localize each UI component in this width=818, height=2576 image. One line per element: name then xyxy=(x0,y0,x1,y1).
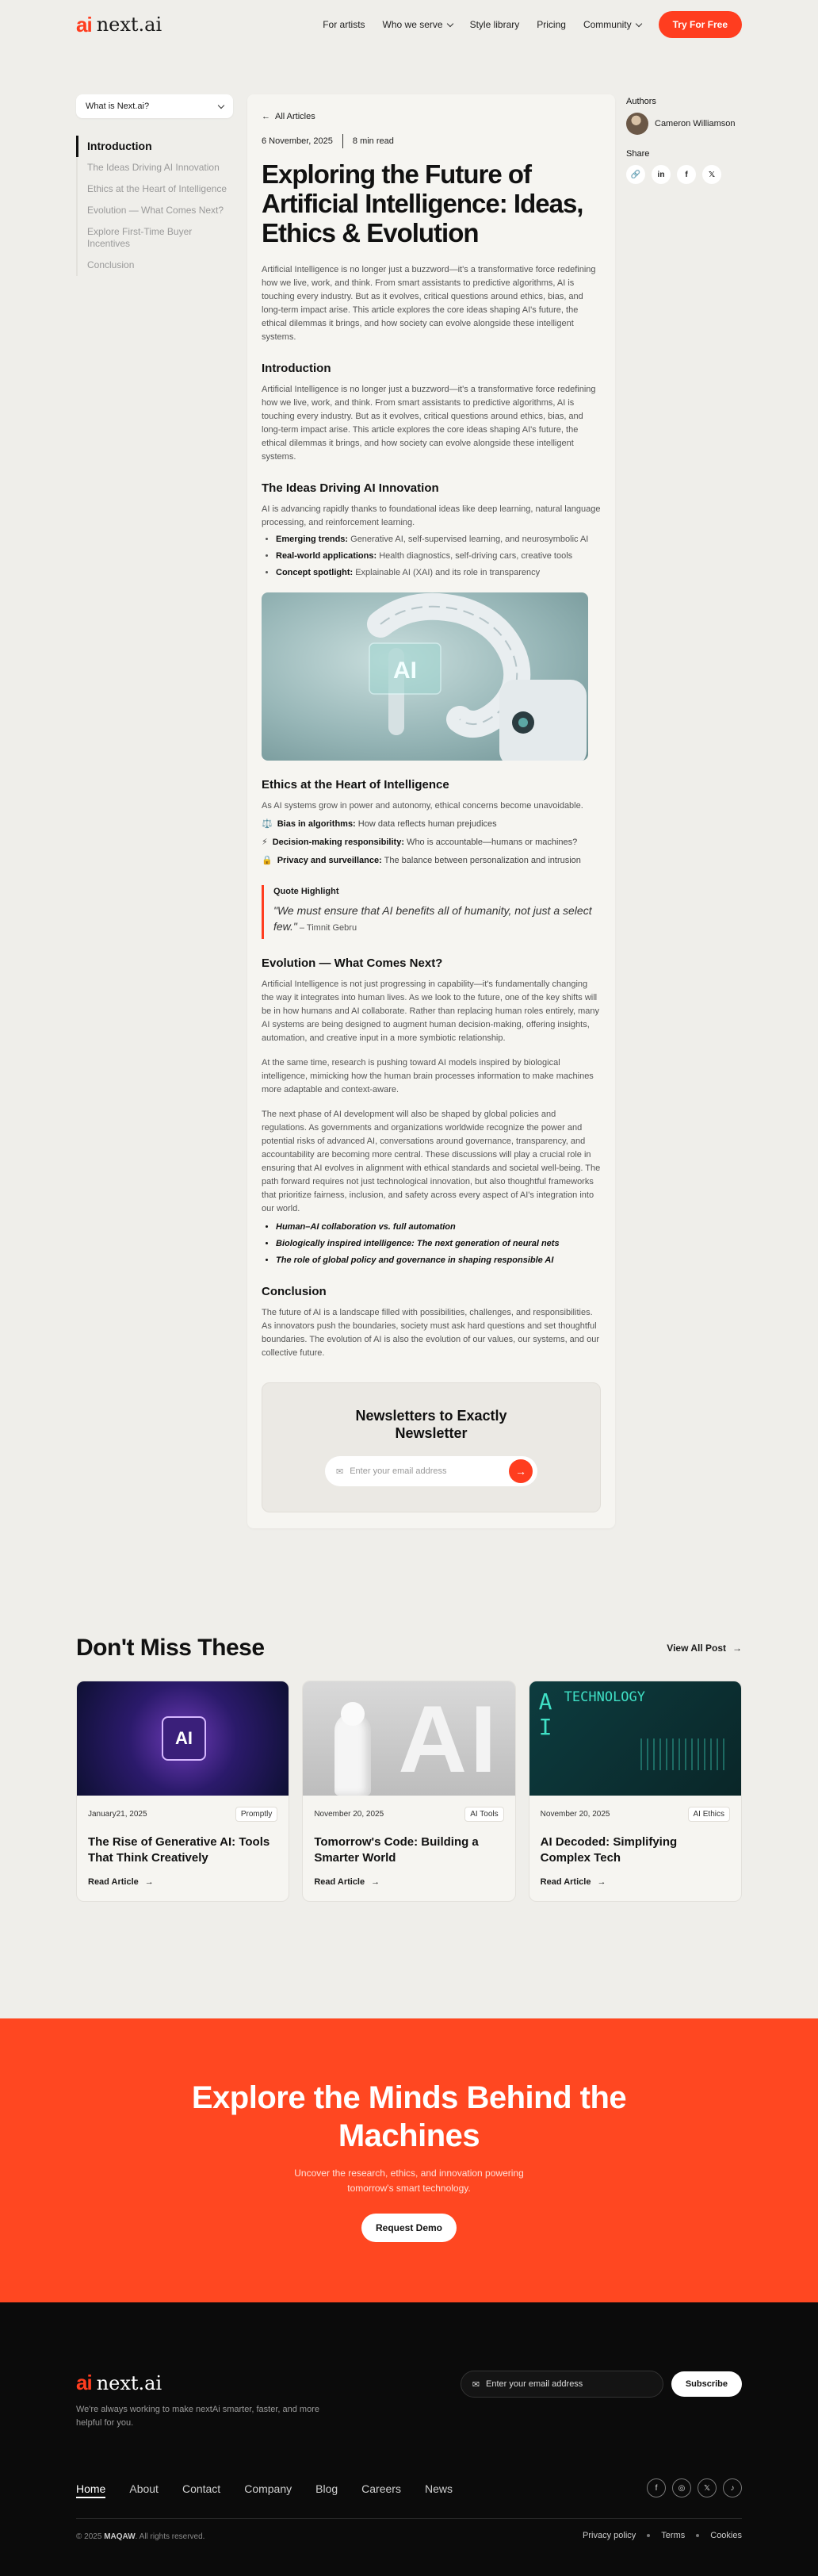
card-meta xyxy=(314,1807,503,1822)
logo-mark: ai xyxy=(76,12,92,36)
nav-community-label: Community xyxy=(583,19,632,30)
avatar xyxy=(626,113,648,135)
list-item: • Biologically inspired intelligence: The next generation of neural nets xyxy=(276,1237,601,1251)
list-item-value: The balance between personalization and intrusion xyxy=(381,856,581,865)
list-item-value: Who is accountable—humans or machines? xyxy=(404,838,578,847)
read-article-label: Read Article xyxy=(314,1877,365,1887)
view-all-posts-link[interactable] xyxy=(667,1643,742,1654)
newsletter-submit-button[interactable] xyxy=(509,1459,533,1483)
ideas-list xyxy=(262,533,601,580)
toc-item-introduction[interactable]: Introduction xyxy=(76,136,233,157)
article-meta xyxy=(262,134,601,148)
evolution-paragraph-3: The next phase of AI development will also be shaped by global policies and regulations. As governments and organizations worldwide recognize the power and potential risks of advanced AI, conversations around governance, transparency, and accountability are becoming more central. These discussions will play a crucial role in ensuring that AI evolves in alignment with ethical standards and societal well-being. The path forward requires not just technological innovation, but also thoughtful frameworks that prioritize fairness, inclusion, and safety across every aspect of AI's integration into our world. xyxy=(262,1110,601,1213)
cta-text: Uncover the research, ethics, and innovation powering tomorrow's smart technology. xyxy=(294,2168,524,2194)
list-item xyxy=(276,533,601,546)
card-tag: AI Tools xyxy=(464,1807,503,1822)
footer-social xyxy=(647,2478,742,2497)
arrow-right-icon: → xyxy=(144,1877,154,1887)
card-date: November 20, 2025 xyxy=(540,1810,610,1819)
lock-icon: 🔒 xyxy=(262,856,273,865)
nav-for-artists[interactable]: For artists xyxy=(323,19,365,30)
section-heading-conclusion: Conclusion xyxy=(262,1285,327,1298)
footer xyxy=(0,2302,818,2576)
section-heading-ideas: The Ideas Driving AI Innovation xyxy=(262,481,439,495)
footer-email-input[interactable] xyxy=(461,2371,663,2398)
evolution-list xyxy=(262,1221,601,1267)
section-heading-ethics: Ethics at the Heart of Intelligence xyxy=(262,778,449,792)
separator-dot xyxy=(696,2534,699,2537)
subscribe-button[interactable]: Subscribe xyxy=(671,2371,742,2397)
scale-icon: ⚖️ xyxy=(262,819,273,829)
logo-text: next.ai xyxy=(96,13,162,36)
separator-dot xyxy=(647,2534,650,2537)
article-body xyxy=(247,94,615,1528)
ideas-paragraph: AI is advancing rapidly thanks to foundational ideas like deep learning, natural language processing, and reinforcement learning. xyxy=(262,504,601,527)
author-row[interactable] xyxy=(626,113,745,135)
ethics-list xyxy=(262,818,601,868)
list-item-text xyxy=(277,854,581,868)
list-item-key: Emerging trends: xyxy=(276,535,349,544)
card-body xyxy=(77,1796,289,1901)
linkedin-icon[interactable]: in xyxy=(652,165,671,184)
card-title[interactable]: The Rise of Generative AI: Tools That Think Creatively xyxy=(88,1835,270,1865)
footer-link-about[interactable]: About xyxy=(129,2482,159,2495)
copyright-brand: MAQAW xyxy=(104,2532,136,2541)
list-item-text xyxy=(273,836,578,849)
x-icon[interactable]: 𝕏 xyxy=(702,165,721,184)
copyright-year: © 2025 xyxy=(76,2532,102,2541)
card-body xyxy=(303,1796,514,1901)
list-item-key: Real-world applications: xyxy=(276,551,377,561)
article-title: Exploring the Future of Artificial Intelligence: Ideas, Ethics & Evolution xyxy=(262,159,583,247)
share-label: Share xyxy=(626,149,650,159)
read-article-link[interactable] xyxy=(541,1877,730,1887)
cookies-link[interactable]: Cookies xyxy=(710,2531,742,2540)
quote-text xyxy=(273,903,601,936)
mail-icon: ✉ xyxy=(336,1466,344,1477)
dont-miss-title: Don't Miss These xyxy=(76,1635,265,1661)
robot-hand-image xyxy=(262,592,588,761)
footer-link-careers[interactable]: Careers xyxy=(361,2482,401,2495)
link-icon[interactable]: 🔗 xyxy=(626,165,645,184)
ai-letters-image xyxy=(398,1688,499,1791)
footer-link-blog[interactable]: Blog xyxy=(315,2482,338,2495)
privacy-policy-link[interactable]: Privacy policy xyxy=(583,2531,636,2540)
list-item xyxy=(262,854,601,868)
logo[interactable] xyxy=(76,13,162,37)
card-body xyxy=(529,1796,741,1901)
facebook-icon[interactable]: f xyxy=(677,165,696,184)
list-item-text: Health diagnostics, self-driving cars, creative tools xyxy=(377,551,573,561)
list-item-text xyxy=(277,818,497,831)
chevron-down-icon xyxy=(218,102,224,108)
list-item: • Human–AI collaboration vs. full automation xyxy=(276,1221,601,1234)
list-item-value: How data reflects human prejudices xyxy=(355,819,497,829)
ethics-paragraph: As AI systems grow in power and autonomy, ethical concerns become unavoidable. xyxy=(262,801,583,811)
hero-image-label: AI xyxy=(393,657,417,684)
newsletter-box xyxy=(262,1382,601,1512)
list-item xyxy=(262,836,601,849)
try-for-free-button[interactable]: Try For Free xyxy=(659,11,742,38)
card-title[interactable]: Tomorrow's Code: Building a Smarter World xyxy=(314,1835,479,1865)
left-sidebar xyxy=(76,94,233,276)
read-article-link[interactable] xyxy=(88,1877,277,1887)
list-item-key: Bias in algorithms: xyxy=(277,819,356,829)
tiktok-icon[interactable]: ♪ xyxy=(723,2478,742,2497)
toc-item-conclusion[interactable]: Conclusion xyxy=(87,259,135,270)
dont-miss-section xyxy=(0,1602,818,2018)
arrow-right-icon: → xyxy=(371,1877,380,1887)
post-card[interactable] xyxy=(529,1681,742,1902)
section-heading-evolution: Evolution — What Comes Next? xyxy=(262,956,443,970)
chevron-down-icon xyxy=(635,20,641,26)
footer-subscribe xyxy=(461,2371,742,2398)
card-thumbnail xyxy=(303,1681,514,1796)
dont-miss-header xyxy=(76,1602,742,1662)
quote-highlight xyxy=(262,885,601,939)
post-cards xyxy=(76,1681,742,1902)
list-item-key: Decision-making responsibility: xyxy=(272,838,404,847)
card-meta xyxy=(541,1807,730,1822)
back-to-articles-link[interactable] xyxy=(262,112,601,121)
newsletter-placeholder: Enter your email address xyxy=(350,1466,447,1476)
chevron-down-icon xyxy=(446,20,453,26)
main-menu xyxy=(323,11,742,38)
tech-word: TECHNOLOGY xyxy=(564,1689,646,1705)
table-of-contents xyxy=(76,136,233,276)
card-tag: Promptly xyxy=(235,1807,277,1822)
mail-icon: ✉ xyxy=(472,2379,480,2390)
toc-item-ethics[interactable]: Ethics at the Heart of Intelligence xyxy=(87,183,227,194)
arrow-right-icon: → xyxy=(515,1465,526,1478)
view-all-label: View All Post xyxy=(667,1643,726,1654)
evolution-paragraph-1: Artificial Intelligence is not just progressing in capability—it's fundamentally changing the way it integrates into human lives. As we look to the future, one of the key shifts will be in how humans and AI collaborate. Rather than replacing human roles entirely, many AI systems are being designed to augment human decision-making, offering insights, automation, and creative input in a more symbiotic relationship. xyxy=(262,979,599,1043)
list-item-key: Concept spotlight: xyxy=(276,568,354,577)
arrow-right-icon: → xyxy=(597,1877,606,1887)
author-share-panel xyxy=(626,97,745,184)
list-item xyxy=(276,550,601,563)
article-date: 6 November, 2025 xyxy=(262,136,333,146)
quote-body: "We must ensure that AI benefits all of humanity, not just a select few." xyxy=(273,904,592,933)
instagram-icon[interactable]: ◎ xyxy=(672,2478,691,2497)
back-link-label: All Articles xyxy=(275,112,315,121)
chip-image xyxy=(162,1716,206,1761)
section-heading-introduction: Introduction xyxy=(262,362,331,375)
copyright xyxy=(76,2532,204,2541)
article-read-time: 8 min read xyxy=(352,136,394,146)
read-article-link[interactable] xyxy=(314,1877,503,1887)
nav-who-we-serve-label: Who we serve xyxy=(382,19,443,30)
arrow-left-icon: ← xyxy=(262,112,270,121)
footer-tagline: We're always working to make nextAi smarter, faster, and more helpful for you. xyxy=(76,2405,319,2428)
footer-nav xyxy=(76,2482,453,2498)
card-tag: AI Ethics xyxy=(688,1807,730,1822)
request-demo-button[interactable]: Request Demo xyxy=(361,2214,457,2242)
card-thumbnail xyxy=(77,1681,289,1796)
evolution-paragraph-2: At the same time, research is pushing toward AI models inspired by biological intelligence, mimicking how the human brain processes information to make machines more adaptable and context-aware. xyxy=(262,1058,594,1094)
quote-label: Quote Highlight xyxy=(273,887,339,896)
cta-banner xyxy=(0,2018,818,2302)
list-item xyxy=(276,566,601,580)
post-card[interactable] xyxy=(302,1681,515,1902)
card-title[interactable]: AI Decoded: Simplifying Complex Tech xyxy=(540,1835,678,1865)
toc-item-ideas[interactable]: The Ideas Driving AI Innovation xyxy=(87,162,220,173)
logo-text: next.ai xyxy=(96,2371,162,2394)
toc-item-evolution[interactable]: Evolution — What Comes Next? xyxy=(87,205,224,216)
footer-divider xyxy=(76,2518,742,2519)
terms-link[interactable]: Terms xyxy=(661,2531,686,2540)
ai-letters-label: AI xyxy=(398,1686,500,1792)
arrow-right-icon: → xyxy=(732,1643,742,1654)
list-item-key: Privacy and surveillance: xyxy=(277,856,382,865)
tech-letters-image: A I xyxy=(538,1689,552,1740)
footer-link-company[interactable]: Company xyxy=(244,2482,292,2495)
author-name: Cameron Williamson xyxy=(655,119,736,128)
list-item: • The role of global policy and governance in shaping responsible AI xyxy=(276,1254,601,1267)
list-item-text: Explainable AI (XAI) and its role in transparency xyxy=(353,568,541,577)
card-meta xyxy=(88,1807,277,1822)
card-date: November 20, 2025 xyxy=(314,1810,384,1819)
topic-select[interactable] xyxy=(76,94,233,118)
meta-divider xyxy=(342,134,343,148)
footer-email-placeholder: Enter your email address xyxy=(486,2379,583,2389)
footer-link-contact[interactable]: Contact xyxy=(182,2482,221,2495)
newsletter-input[interactable] xyxy=(336,1466,447,1477)
conclusion-paragraph: The future of AI is a landscape filled with possibilities, challenges, and responsibilities. As innovators push the boundaries, society must ask hard questions and set thoughtful boundaries. The evolution of AI is also the evolution of our values, our systems, and our collective future. xyxy=(262,1308,599,1358)
policy-links xyxy=(583,2531,742,2540)
authors-label: Authors xyxy=(626,97,656,106)
nav-style-library[interactable]: Style library xyxy=(469,19,520,30)
logo-mark: ai xyxy=(76,2371,92,2394)
footer-link-home[interactable]: Home xyxy=(76,2482,105,2498)
chip-label: AI xyxy=(175,1728,193,1748)
intro-paragraph: Artificial Intelligence is no longer just a buzzword—it's a transformative force redefining how we live, work, and think. From smart assistants to predictive algorithms, AI is touching every industry. But as it evolves, critical questions around ethics, bias, and long-term impact arise. This article explores the core ideas shaping AI's future, the ethical dilemmas it brings, and how society can evolve alongside these intelligent systems. xyxy=(262,385,596,462)
list-item-text: Generative AI, self-supervised learning, and neurosymbolic AI xyxy=(348,535,589,544)
read-article-label: Read Article xyxy=(88,1877,139,1887)
footer-link-news[interactable]: News xyxy=(424,2482,453,2495)
newsletter-form xyxy=(325,1456,537,1486)
robot-hand-illustration xyxy=(262,592,588,761)
article-lead: Artificial Intelligence is no longer just a buzzword—it's a transformative force redefining how we live, work, and think. From smart assistants to predictive algorithms, AI is touching every industry. But as it evolves, critical questions around ethics, bias, and long-term impact arise. This article explores the core ideas shaping AI's future, the ethical dilemmas it brings, and how society can evolve alongside these intelligent systems. xyxy=(262,265,596,342)
read-article-label: Read Article xyxy=(540,1877,591,1887)
toc-item-incentives[interactable]: Explore First-Time Buyer Incentives xyxy=(87,226,193,249)
newsletter-title: Newsletters to Exactly Newsletter xyxy=(355,1408,507,1441)
nav-community[interactable] xyxy=(583,19,641,30)
list-item xyxy=(262,818,601,831)
quote-author: – Timnit Gebru xyxy=(296,923,357,933)
circuit-pattern xyxy=(640,1738,728,1770)
post-card[interactable] xyxy=(76,1681,289,1902)
copyright-text: . All rights reserved. xyxy=(135,2532,205,2541)
nav-who-we-serve[interactable] xyxy=(383,19,453,30)
article-section xyxy=(0,49,818,1602)
share-buttons xyxy=(626,165,745,184)
cta-title: Explore the Minds Behind the Machines xyxy=(191,2080,627,2153)
facebook-icon[interactable]: f xyxy=(647,2478,666,2497)
topic-select-value: What is Next.ai? xyxy=(86,102,150,111)
top-nav xyxy=(0,0,818,49)
nav-pricing[interactable]: Pricing xyxy=(537,19,566,30)
lightning-icon: ⚡ xyxy=(262,838,268,847)
x-icon[interactable]: 𝕏 xyxy=(698,2478,717,2497)
card-date: January21, 2025 xyxy=(88,1810,147,1819)
card-thumbnail xyxy=(529,1681,741,1796)
